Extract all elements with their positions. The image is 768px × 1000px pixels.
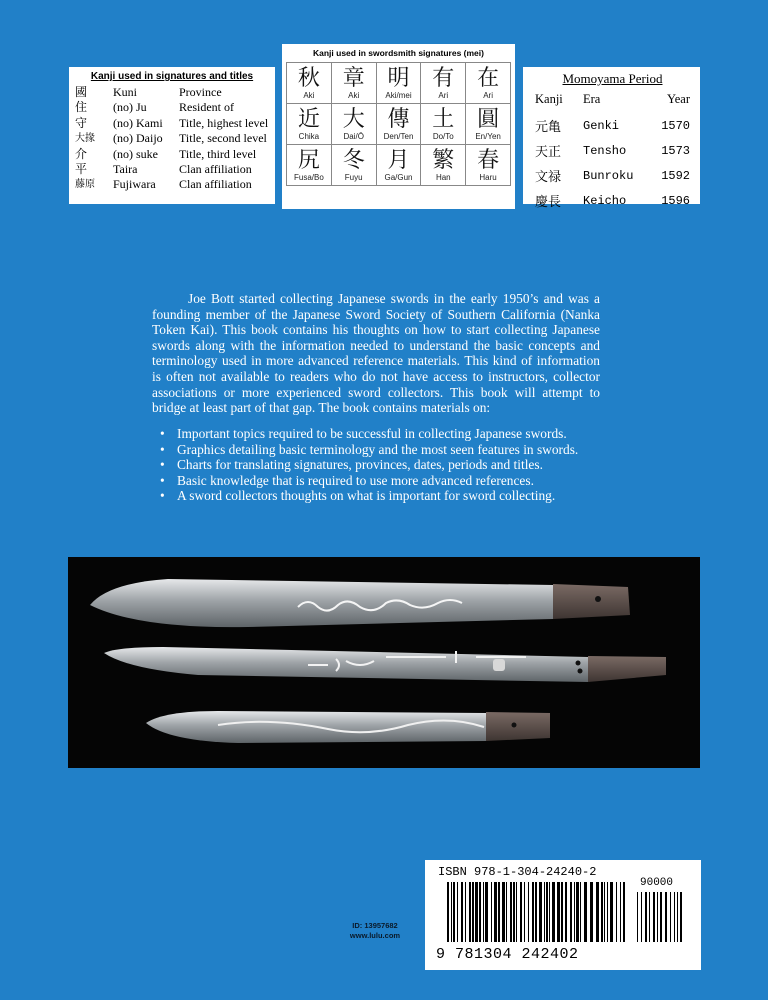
table-header: Kanji Era Year [535, 92, 690, 106]
kanji-titles-table [69, 67, 275, 204]
kanji-cell: 繁 Han [421, 145, 466, 186]
kanji-cell: 大 Dai/Ō [332, 104, 377, 145]
book-description: Joe Bott started collecting Japanese swords in the early 1950’s and was a founding member of the Japanese Sword Society of Southern California (Nanka Token Kai). This book contains his thoughts on how to start collecting Japanese swords along with the information needed to understand the basic concepts and terminology used in more advanced reference materials. This kind of information is often not available to readers who do not have access to instructors, collector associations or more experienced sword collectors. This book will attempt to bridge at least part of that gap. The book contains materials on: [152, 291, 600, 416]
kanji-titles-heading: Kanji used in signatures and titles [90, 71, 254, 82]
kanji-cell: 在 Ari [466, 63, 511, 104]
lulu-id-block [340, 921, 410, 941]
table-row: 大掾 (no) Daijo Title, second level [75, 131, 267, 146]
list-item: • Important topics required to be successful in collecting Japanese swords. [160, 426, 567, 441]
bullet-icon: • [160, 426, 165, 441]
table-row: 住 (no) Ju Resident of [75, 100, 234, 115]
kanji-cell: 章 Aki [332, 63, 377, 104]
bullet-icon: • [160, 488, 165, 503]
price-code: 90000 [640, 877, 674, 889]
kanji-cell: 冬 Fuyu [332, 145, 377, 186]
table-row: 文禄 Bunroku 1592 [535, 168, 690, 184]
bullet-icon: • [160, 441, 165, 457]
sword-blade-2 [104, 647, 666, 682]
kanji-cell: 傳 Den/Ten [377, 104, 422, 145]
signature-kanji-grid-panel [282, 44, 515, 209]
isbn-barcode [425, 860, 701, 970]
table-row: 藤原 Fujiwara Clan affiliation [75, 177, 252, 192]
momoyama-period-table [523, 67, 700, 209]
kanji-cell: 尻 Fusa/Bo [287, 145, 332, 186]
table-row: 慶長 Keicho 1596 [535, 193, 690, 209]
signature-kanji-grid [286, 62, 511, 186]
table-row: 國 Kuni Province [75, 85, 222, 99]
kanji-titles-rows [75, 85, 269, 193]
contents-list [160, 426, 630, 504]
lulu-id: ID: 13957682 [352, 921, 398, 930]
kanji-cell: 有 Ari [421, 63, 466, 104]
barcode-digits: 9 781304 242402 [436, 946, 579, 963]
barcode-bars [447, 882, 683, 946]
signature-kanji-heading: Kanji used in swordsmith signatures (mei) [313, 48, 484, 58]
isbn-number: ISBN 978-1-304-24240-2 [438, 865, 597, 879]
list-item: • Charts for translating signatures, provinces, dates, periods and titles. [160, 457, 543, 472]
kanji-cell: 圓 En/Yen [466, 104, 511, 145]
table-row: 天正 Tensho 1573 [535, 143, 690, 159]
sword-photograph [68, 557, 700, 768]
lulu-website: www.lulu.com [349, 931, 401, 940]
table-row: 介 (no) suke Title, third level [75, 146, 257, 161]
kanji-cell: 春 Haru [466, 145, 511, 186]
kanji-cell: 土 Do/To [421, 104, 466, 145]
bullet-icon: • [160, 472, 165, 488]
kanji-cell: 秋 Aki [287, 63, 332, 104]
kanji-cell: 明 Aki/mei [377, 63, 422, 104]
sword-blade-1 [90, 579, 630, 627]
momoyama-heading: Momoyama Period [562, 71, 663, 86]
list-item: • A sword collectors thoughts on what is important for sword collecting. [160, 488, 556, 503]
kanji-cell: 近 Chika [287, 104, 332, 145]
list-item: • Basic knowledge that is required to use more advanced references. [160, 472, 534, 488]
table-row: 守 (no) Kami Title, highest level [75, 115, 269, 130]
kanji-cell: 月 Ga/Gun [377, 145, 422, 186]
sword-blade-3 [146, 711, 550, 743]
table-row: 元亀 Genki 1570 [535, 118, 690, 134]
sword-blades-illustration [68, 557, 700, 768]
table-row: 平 Taira Clan affiliation [75, 162, 252, 177]
bullet-icon: • [160, 457, 165, 472]
list-item: • Graphics detailing basic terminology and the most seen features in swords. [160, 441, 579, 457]
